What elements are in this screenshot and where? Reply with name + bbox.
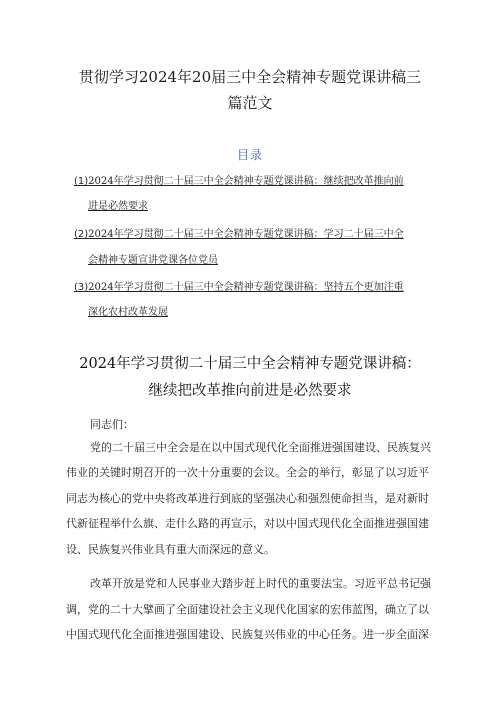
greeting: 同志们： <box>90 418 134 431</box>
toc-item-2[interactable] <box>74 228 404 242</box>
document-title-line1: 贯彻学习2024年20届三中全会精神专题党课讲稿三 <box>78 68 422 86</box>
toc-item-3[interactable] <box>74 281 404 295</box>
document-title-line2: 篇范文 <box>227 94 273 112</box>
paragraph-line: 同志为核心的党中央将改革进行到底的坚强决心和强烈使命担当，是对新时 <box>66 492 429 505</box>
toc-item-text: 2024年学习贯彻二十届三中全会精神专题党课讲稿：继续把改革推向前 <box>88 176 404 187</box>
toc-item-1-continued[interactable]: 进是必然要求 <box>88 201 148 212</box>
paragraph-line: 中国式现代化全面推进强国建设、民族复兴伟业的中心任务。进一步全面深 <box>66 628 429 641</box>
toc-item-text: 2024年学习贯彻二十届三中全会精神专题党课讲稿：坚持五个更加注重 <box>88 282 404 293</box>
toc-item-number: (1) <box>74 176 89 187</box>
section-title-line2: 继续把改革推向前进是必然要求 <box>148 383 352 399</box>
toc-item-text: 2024年学习贯彻二十届三中全会精神专题党课讲稿：学习二十届三中全 <box>88 229 404 240</box>
section-title-line1: 2024年学习贯彻二十届三中全会精神专题党课讲稿： <box>79 356 421 372</box>
paragraph-line: 代新征程举什么旗、走什么路的再宣示，对以中国式现代化全面推进强国建 <box>66 517 429 530</box>
toc-item-2-continued[interactable]: 会精神专题宣讲党课各位党员 <box>88 255 218 266</box>
toc-heading: 目录 <box>236 148 263 162</box>
paragraph-line: 改革开放是党和人民事业大踏步赶上时代的重要法宝。习近平总书记强 <box>90 577 431 590</box>
paragraph-line: 调，党的二十大擘画了全面建设社会主义现代化国家的宏伟蓝图，确立了以 <box>66 603 429 616</box>
toc-item-3-continued[interactable]: 深化农村改革发展 <box>88 307 168 318</box>
toc-item-number: (2) <box>74 229 89 240</box>
paragraph-line: 党的二十届三中全会是在以中国式现代化全面推进强国建设、民族复兴 <box>90 441 431 454</box>
paragraph-line: 伟业的关键时期召开的一次十分重要的会议。全会的举行，彰显了以习近平 <box>66 466 429 479</box>
toc-item-number: (3) <box>74 282 89 293</box>
toc-item-1[interactable] <box>74 175 404 189</box>
paragraph-line: 设、民族复兴伟业具有重大而深远的意义。 <box>66 543 275 556</box>
